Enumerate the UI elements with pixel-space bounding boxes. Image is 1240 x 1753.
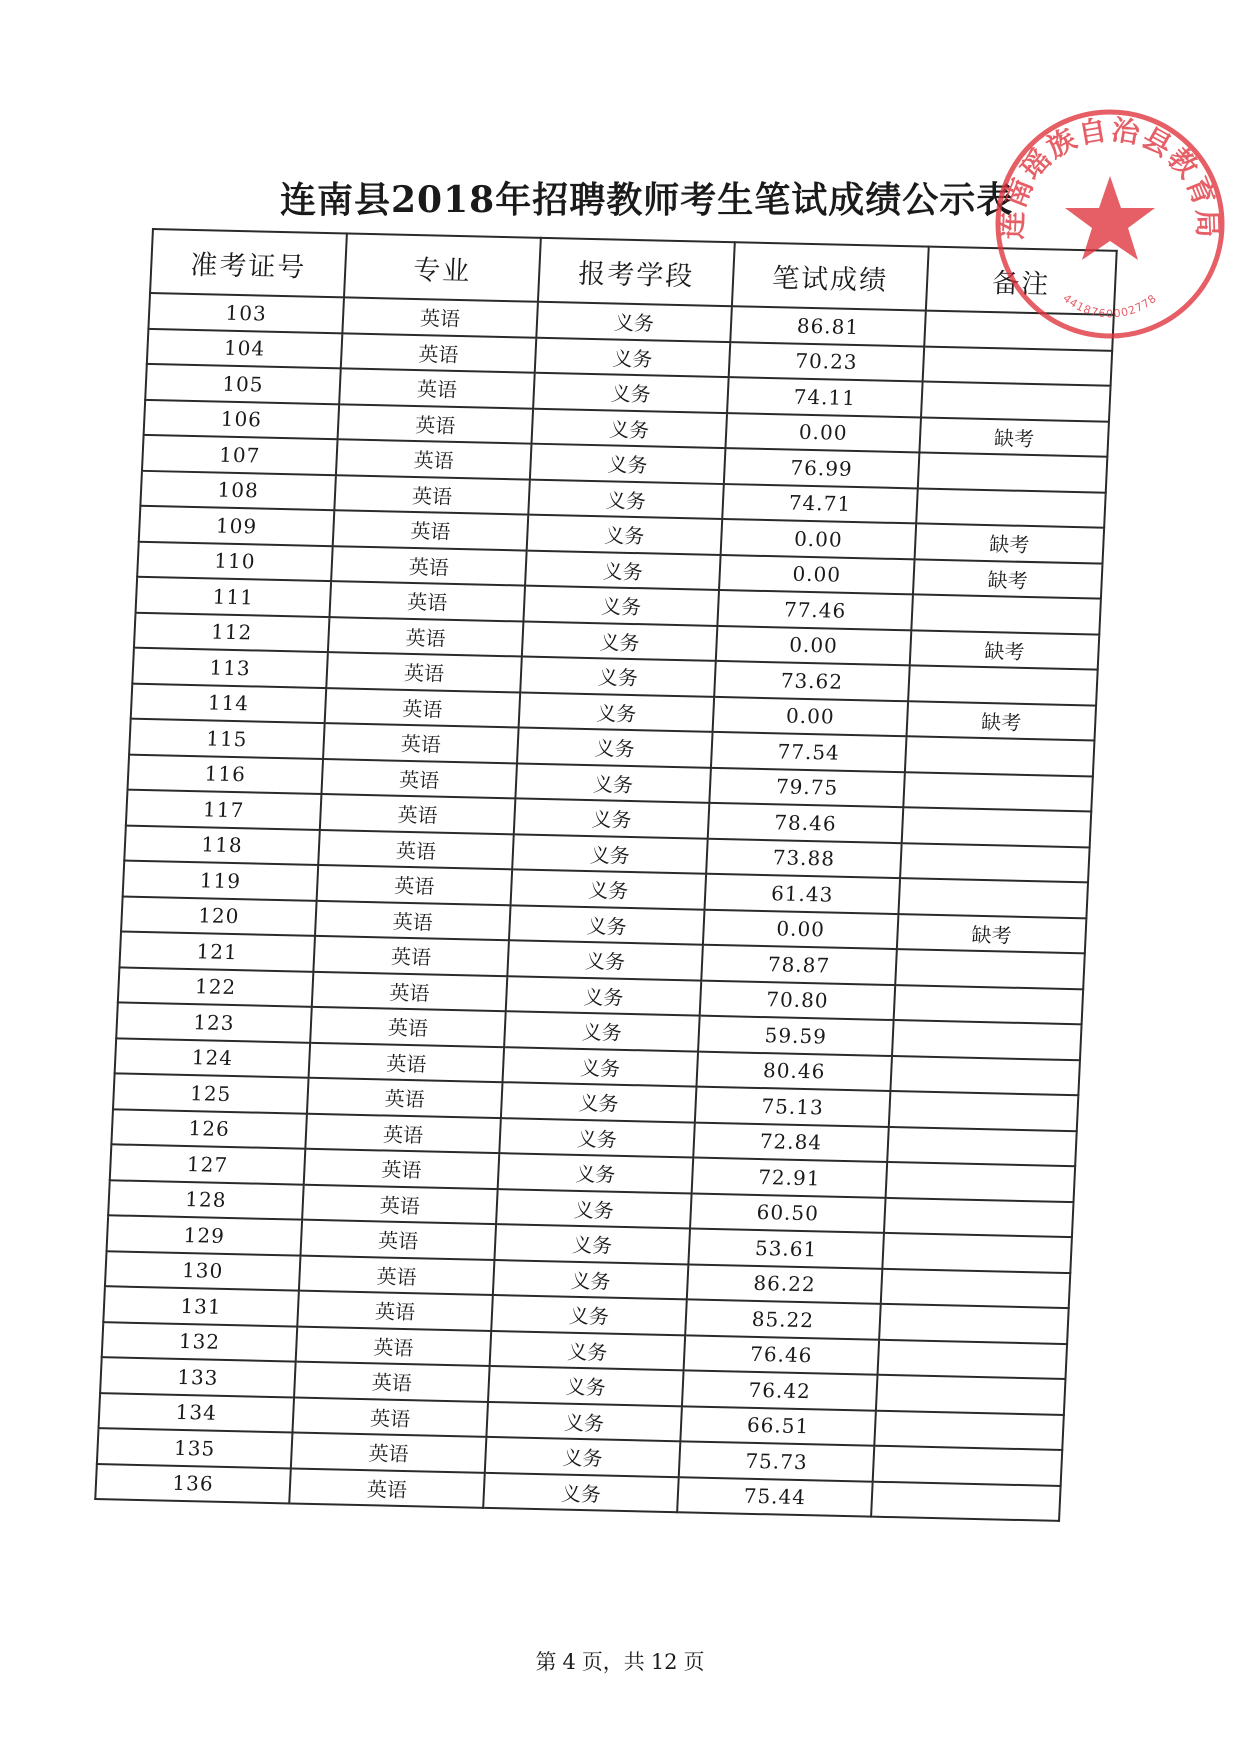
remark-cell: 缺考 [919, 417, 1109, 457]
score-cell: 72.84 [693, 1122, 889, 1162]
level-cell: 义务 [483, 1472, 679, 1512]
header-remark: 备注 [926, 247, 1117, 315]
exam-id-cell: 122 [118, 967, 314, 1007]
score-cell: 78.87 [701, 945, 897, 985]
major-cell: 英语 [301, 1220, 497, 1260]
score-cell: 66.51 [680, 1406, 876, 1446]
major-cell: 英语 [339, 368, 535, 408]
exam-id-cell: 136 [95, 1464, 291, 1504]
major-cell: 英语 [334, 475, 530, 515]
exam-id-cell: 127 [110, 1144, 306, 1184]
page-mid: 页，共 [581, 1650, 645, 1674]
score-cell: 0.00 [713, 696, 909, 736]
remark-cell [882, 1233, 1072, 1273]
remark-cell [923, 346, 1113, 386]
exam-id-cell: 113 [132, 648, 328, 688]
header-score: 笔试成绩 [732, 242, 929, 310]
score-cell: 70.23 [729, 342, 925, 382]
score-cell: 75.73 [679, 1441, 875, 1481]
level-cell: 义务 [499, 1118, 695, 1158]
score-cell: 61.43 [705, 874, 901, 914]
exam-id-cell: 126 [111, 1109, 307, 1149]
score-cell: 86.81 [730, 306, 926, 346]
major-cell: 英语 [309, 1042, 505, 1082]
major-cell: 英语 [313, 936, 509, 976]
score-cell: 70.80 [700, 980, 896, 1020]
level-cell: 义务 [527, 515, 723, 555]
level-cell: 义务 [496, 1189, 692, 1229]
exam-id-cell: 134 [99, 1393, 295, 1433]
major-cell: 英语 [317, 865, 513, 905]
page-footer [0, 1646, 1240, 1676]
remark-cell [902, 807, 1092, 847]
level-cell: 义务 [494, 1224, 690, 1264]
level-cell: 义务 [503, 1047, 699, 1087]
level-cell: 义务 [519, 692, 715, 732]
exam-id-cell: 128 [108, 1180, 304, 1220]
level-cell: 义务 [536, 302, 732, 342]
seal-serial [1060, 292, 1159, 321]
exam-id-cell: 117 [126, 790, 322, 830]
level-cell: 义务 [506, 976, 702, 1016]
major-cell: 英语 [325, 688, 521, 728]
exam-id-cell: 129 [107, 1215, 303, 1255]
header-major: 专业 [344, 233, 541, 301]
exam-id-cell: 115 [129, 719, 325, 759]
exam-id-cell: 104 [147, 328, 343, 368]
exam-id-cell: 111 [136, 577, 332, 617]
score-cell: 85.22 [685, 1299, 881, 1339]
exam-id-cell: 112 [134, 612, 330, 652]
major-cell: 英语 [326, 652, 522, 692]
remark-cell [887, 1126, 1077, 1166]
page-current: 4 [562, 1650, 576, 1674]
remark-cell: 缺考 [910, 630, 1100, 670]
exam-id-cell: 135 [97, 1428, 293, 1468]
exam-id-cell: 109 [139, 506, 335, 546]
level-cell: 义务 [520, 657, 716, 697]
level-cell: 义务 [530, 444, 726, 484]
remark-cell [918, 452, 1108, 492]
exam-id-cell: 106 [144, 399, 340, 439]
remark-cell: 缺考 [913, 559, 1103, 599]
seal-serial-path: 4418760002778 [1060, 291, 1160, 321]
remark-cell [889, 1091, 1079, 1131]
level-cell: 义务 [523, 586, 719, 626]
remark-cell [898, 878, 1088, 918]
remark-cell [871, 1481, 1061, 1521]
score-cell: 77.46 [717, 590, 913, 630]
exam-id-cell: 114 [131, 683, 327, 723]
level-cell: 义务 [509, 905, 705, 945]
major-cell: 英语 [312, 971, 508, 1011]
exam-id-cell: 131 [103, 1286, 299, 1326]
major-cell: 英语 [341, 333, 537, 373]
score-cell: 75.44 [677, 1477, 873, 1517]
level-cell: 义务 [501, 1082, 697, 1122]
header-level: 报考学段 [538, 238, 735, 306]
score-table [94, 228, 1118, 1522]
score-cell: 79.75 [709, 767, 905, 807]
major-cell: 英语 [330, 581, 526, 621]
remark-cell [873, 1446, 1063, 1486]
remark-cell [886, 1162, 1076, 1202]
major-cell: 英语 [320, 794, 516, 834]
level-cell: 义务 [528, 479, 724, 519]
page-prefix: 第 [535, 1650, 557, 1674]
score-cell: 59.59 [698, 1016, 894, 1056]
score-cell: 76.46 [684, 1335, 880, 1375]
level-cell: 义务 [515, 763, 711, 803]
major-cell: 英语 [321, 759, 517, 799]
score-cell: 76.42 [682, 1370, 878, 1410]
score-cell: 76.99 [724, 448, 920, 488]
remark-cell [903, 772, 1093, 812]
level-cell: 义务 [514, 798, 710, 838]
exam-id-cell: 107 [142, 435, 338, 475]
level-cell: 义务 [507, 940, 703, 980]
score-cell: 0.00 [725, 413, 921, 453]
remark-cell [881, 1268, 1071, 1308]
level-cell: 义务 [511, 869, 707, 909]
major-cell: 英语 [336, 439, 532, 479]
level-cell: 义务 [485, 1437, 681, 1477]
official-seal [990, 104, 1230, 344]
page-title: 连南县2018年招聘教师考生笔试成绩公示表 [280, 179, 1014, 221]
remark-cell: 缺考 [907, 701, 1097, 741]
level-cell: 义务 [512, 834, 708, 874]
level-cell: 义务 [493, 1260, 689, 1300]
major-cell: 英语 [310, 1007, 506, 1047]
major-cell: 英语 [296, 1326, 492, 1366]
score-cell: 75.13 [695, 1087, 891, 1127]
exam-id-cell: 120 [121, 896, 317, 936]
remark-cell [890, 1056, 1080, 1096]
exam-id-cell: 133 [100, 1357, 296, 1397]
major-cell: 英语 [307, 1078, 503, 1118]
major-cell: 英语 [318, 829, 514, 869]
exam-id-cell: 123 [116, 1002, 312, 1042]
exam-id-cell: 110 [137, 541, 333, 581]
exam-id-cell: 132 [102, 1322, 298, 1362]
major-cell: 英语 [315, 900, 511, 940]
remark-cell [908, 665, 1098, 705]
score-cell: 0.00 [703, 909, 899, 949]
score-cell: 73.88 [706, 838, 902, 878]
star-icon [1065, 176, 1155, 260]
remark-cell [916, 488, 1106, 528]
level-cell: 义务 [532, 408, 728, 448]
header-exam-id: 准考证号 [150, 229, 347, 297]
score-cell: 73.62 [714, 661, 910, 701]
major-cell: 英语 [294, 1362, 490, 1402]
page-suffix: 页 [683, 1650, 705, 1674]
major-cell: 英语 [305, 1113, 501, 1153]
remark-cell [884, 1197, 1074, 1237]
exam-id-cell: 124 [115, 1038, 311, 1078]
remark-cell: 缺考 [915, 523, 1105, 563]
level-cell: 义务 [517, 727, 713, 767]
level-cell: 义务 [525, 550, 721, 590]
level-cell: 义务 [522, 621, 718, 661]
exam-id-cell: 119 [123, 861, 319, 901]
major-cell: 英语 [289, 1468, 485, 1508]
score-cell: 86.22 [687, 1264, 883, 1304]
major-cell: 英语 [291, 1432, 487, 1472]
exam-id-cell: 125 [113, 1073, 309, 1113]
major-cell: 英语 [292, 1397, 488, 1437]
remark-cell [921, 382, 1111, 422]
score-cell: 74.11 [727, 377, 923, 417]
score-cell: 77.54 [711, 732, 907, 772]
remark-cell [905, 736, 1095, 776]
major-cell: 英语 [342, 297, 538, 337]
score-cell: 72.91 [692, 1158, 888, 1198]
score-cell: 0.00 [721, 519, 917, 559]
level-cell: 义务 [488, 1366, 684, 1406]
remark-cell [894, 985, 1084, 1025]
major-cell: 英语 [304, 1149, 500, 1189]
level-cell: 义务 [486, 1401, 682, 1441]
major-cell: 英语 [299, 1255, 495, 1295]
level-cell: 义务 [535, 337, 731, 377]
major-cell: 英语 [328, 617, 524, 657]
remark-cell [895, 949, 1085, 989]
score-cell: 74.71 [722, 484, 918, 524]
remark-cell [878, 1339, 1068, 1379]
level-cell: 义务 [533, 373, 729, 413]
remark-cell [900, 843, 1090, 883]
exam-id-cell: 116 [127, 754, 323, 794]
level-cell: 义务 [491, 1295, 687, 1335]
score-cell: 0.00 [716, 625, 912, 665]
score-cell: 53.61 [688, 1228, 884, 1268]
table-body [95, 293, 1114, 1521]
major-cell: 英语 [297, 1291, 493, 1331]
exam-id-cell: 130 [105, 1251, 301, 1291]
remark-cell [879, 1304, 1069, 1344]
level-cell: 义务 [504, 1011, 700, 1051]
level-cell: 义务 [490, 1330, 686, 1370]
remark-cell: 缺考 [897, 914, 1087, 954]
page-total: 12 [650, 1650, 678, 1674]
exam-id-cell: 121 [119, 931, 315, 971]
major-cell: 英语 [338, 404, 534, 444]
remark-cell [874, 1410, 1064, 1450]
exam-id-cell: 108 [140, 470, 336, 510]
score-cell: 60.50 [690, 1193, 886, 1233]
score-cell: 78.46 [708, 803, 904, 843]
major-cell: 英语 [331, 546, 527, 586]
exam-id-cell: 105 [145, 364, 341, 404]
seal-text-path: 连南瑶族自治县教育局 [995, 112, 1225, 240]
exam-id-cell: 118 [124, 825, 320, 865]
remark-cell [911, 594, 1101, 634]
remark-cell [876, 1375, 1066, 1415]
major-cell: 英语 [333, 510, 529, 550]
level-cell: 义务 [498, 1153, 694, 1193]
score-cell: 80.46 [696, 1051, 892, 1091]
major-cell: 英语 [323, 723, 519, 763]
score-cell: 0.00 [719, 554, 915, 594]
major-cell: 英语 [302, 1184, 498, 1224]
remark-cell [892, 1020, 1082, 1060]
exam-id-cell: 103 [148, 293, 344, 333]
